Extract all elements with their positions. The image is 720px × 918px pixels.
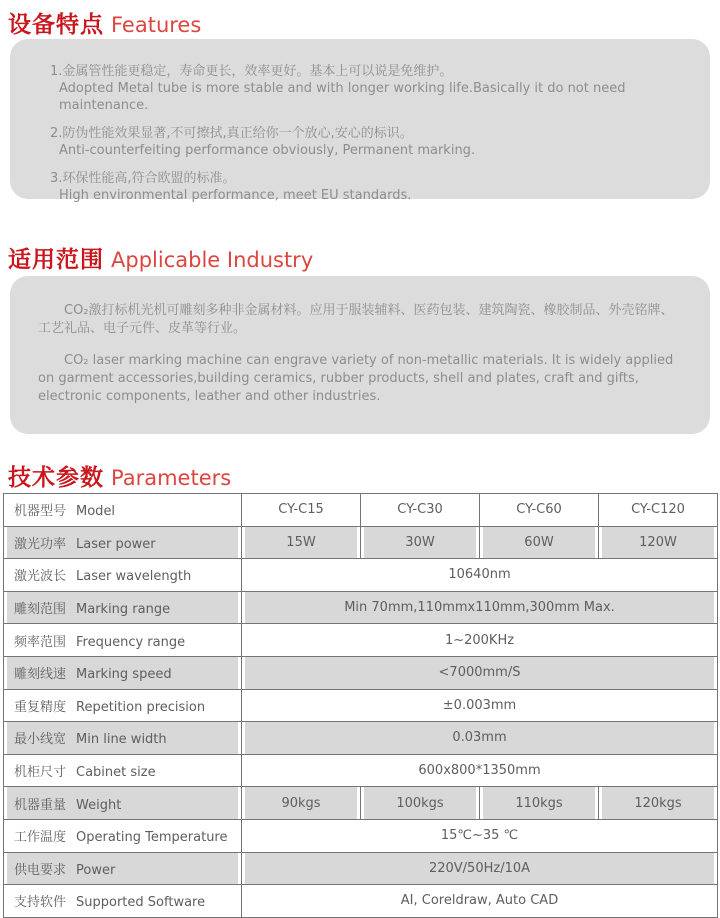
param-label-zh: 支持软件 bbox=[14, 895, 67, 911]
param-label-zh: 最小线宽 bbox=[14, 732, 67, 748]
table-row bbox=[4, 819, 718, 852]
param-value-cell: 600x800*1350mm bbox=[242, 754, 718, 787]
param-label-zh: 供电要求 bbox=[14, 862, 67, 878]
param-value-cell: CY-C120 bbox=[599, 494, 718, 527]
param-label-zh: 激光功率 bbox=[14, 536, 67, 552]
table-row bbox=[4, 624, 718, 657]
parameters-title-en: Parameters bbox=[111, 466, 232, 490]
param-label-zh: 重复精度 bbox=[14, 699, 67, 715]
param-value-cell: <7000mm/S bbox=[242, 656, 718, 689]
param-value-cell: 220V/50Hz/10A bbox=[242, 852, 718, 885]
param-value-cell: 15W bbox=[242, 526, 361, 559]
param-value-cell: AI, Coreldraw, Auto CAD bbox=[242, 885, 718, 918]
param-value-cell: 30W bbox=[361, 526, 480, 559]
industry-title-zh: 适用范围 bbox=[8, 247, 104, 273]
param-value-cell: 10640nm bbox=[242, 559, 718, 592]
feature-item-en: Anti-counterfeiting performance obviously, Permanent marking. bbox=[59, 143, 476, 158]
param-label-cell bbox=[4, 722, 242, 755]
param-label-en: Model bbox=[76, 504, 116, 520]
param-label-zh: 雕刻线速 bbox=[14, 667, 67, 683]
parameters-table bbox=[3, 493, 718, 918]
parameters-title-zh: 技术参数 bbox=[8, 465, 104, 491]
param-value-cell: 15℃~35 ℃ bbox=[242, 819, 718, 852]
param-label-cell bbox=[4, 852, 242, 885]
feature-item-en: Adopted Metal tube is more stable and with longer working life.Basically it do not need maintenance. bbox=[59, 81, 626, 113]
param-label-cell bbox=[4, 819, 242, 852]
param-value-cell: 60W bbox=[480, 526, 599, 559]
param-label-zh: 工作温度 bbox=[14, 830, 67, 846]
param-label-en: Weight bbox=[76, 797, 122, 813]
param-label-en: Repetition precision bbox=[76, 699, 206, 715]
param-label-en: Supported Software bbox=[76, 895, 206, 911]
parameters-table-body bbox=[4, 494, 718, 918]
param-label-en: Power bbox=[76, 862, 116, 878]
param-label-cell bbox=[4, 591, 242, 624]
industry-title-en: Applicable Industry bbox=[111, 248, 314, 272]
parameters-section-title bbox=[8, 459, 720, 489]
table-row bbox=[4, 494, 718, 527]
param-label-cell bbox=[4, 624, 242, 657]
param-label-en: Marking range bbox=[76, 602, 171, 618]
table-row bbox=[4, 559, 718, 592]
table-row bbox=[4, 852, 718, 885]
param-label-zh: 机器型号 bbox=[14, 504, 67, 520]
param-label-en: Laser power bbox=[76, 536, 156, 552]
param-value-cell: 120kgs bbox=[599, 787, 718, 820]
table-row bbox=[4, 656, 718, 689]
param-label-en: Laser wavelength bbox=[76, 569, 192, 585]
feature-item-zh: 1.金属管性能更稳定，寿命更长，效率更好。基本上可以说是免维护。 bbox=[50, 64, 453, 79]
param-label-cell bbox=[4, 559, 242, 592]
param-label-zh: 机器重量 bbox=[14, 797, 67, 813]
features-title-zh: 设备特点 bbox=[8, 12, 104, 38]
industry-paragraph-en: CO₂ laser marking machine can engrave variety of non-metallic materials. It is widely applied on garment accessories,building ceramics, rubber products, shell and plates, craft and gifts, electronic components, leather and other industries. bbox=[38, 353, 674, 404]
param-label-zh: 机柜尺寸 bbox=[14, 765, 67, 781]
param-value-cell: Min 70mm,110mmx110mm,300mm Max. bbox=[242, 591, 718, 624]
param-label-cell bbox=[4, 689, 242, 722]
feature-item bbox=[50, 170, 686, 204]
table-row bbox=[4, 526, 718, 559]
table-row bbox=[4, 591, 718, 624]
table-row bbox=[4, 754, 718, 787]
features-title-en: Features bbox=[111, 13, 202, 37]
table-row bbox=[4, 885, 718, 918]
param-value-cell: ±0.003mm bbox=[242, 689, 718, 722]
param-label-cell bbox=[4, 754, 242, 787]
param-label-zh: 激光波长 bbox=[14, 569, 67, 585]
table-row bbox=[4, 787, 718, 820]
param-label-en: Operating Temperature bbox=[76, 830, 228, 846]
param-value-cell: CY-C15 bbox=[242, 494, 361, 527]
param-label-zh: 频率范围 bbox=[14, 634, 67, 650]
param-label-cell bbox=[4, 494, 242, 527]
param-label-cell bbox=[4, 526, 242, 559]
table-row bbox=[4, 689, 718, 722]
param-value-cell: 90kgs bbox=[242, 787, 361, 820]
param-label-en: Marking speed bbox=[76, 667, 172, 683]
param-value-cell: 100kgs bbox=[361, 787, 480, 820]
param-label-cell bbox=[4, 656, 242, 689]
industry-paragraph-zh: CO₂激打标机光机可雕刻多种非金属材料。应用于服装辅料、医药包装、建筑陶瓷、橡胶制品、外壳铭牌、工艺礼品、电子元件、皮革等行业。 bbox=[38, 303, 674, 336]
param-value-cell: 1~200KHz bbox=[242, 624, 718, 657]
param-value-cell: CY-C60 bbox=[480, 494, 599, 527]
industry-box bbox=[10, 276, 710, 434]
feature-item-zh: 3.环保性能高,符合欧盟的标准。 bbox=[50, 171, 236, 186]
param-value-cell: 110kgs bbox=[480, 787, 599, 820]
param-label-en: Min line width bbox=[76, 732, 167, 748]
param-value-cell: CY-C30 bbox=[361, 494, 480, 527]
feature-item bbox=[50, 125, 686, 159]
feature-item-en: High environmental performance, meet EU standards. bbox=[59, 188, 412, 203]
feature-item-zh: 2.防伪性能效果显著,不可擦拭,真正给你一个放心,安心的标识。 bbox=[50, 126, 413, 141]
feature-item bbox=[50, 63, 686, 114]
param-label-en: Frequency range bbox=[76, 634, 186, 650]
param-value-cell: 0.03mm bbox=[242, 722, 718, 755]
industry-section-title bbox=[8, 241, 720, 271]
param-label-en: Cabinet size bbox=[76, 765, 156, 781]
param-label-cell bbox=[4, 885, 242, 918]
param-label-zh: 雕刻范围 bbox=[14, 602, 67, 618]
features-box bbox=[10, 39, 710, 203]
param-label-cell bbox=[4, 787, 242, 820]
param-value-cell: 120W bbox=[599, 526, 718, 559]
table-row bbox=[4, 722, 718, 755]
features-section-title bbox=[8, 0, 720, 36]
